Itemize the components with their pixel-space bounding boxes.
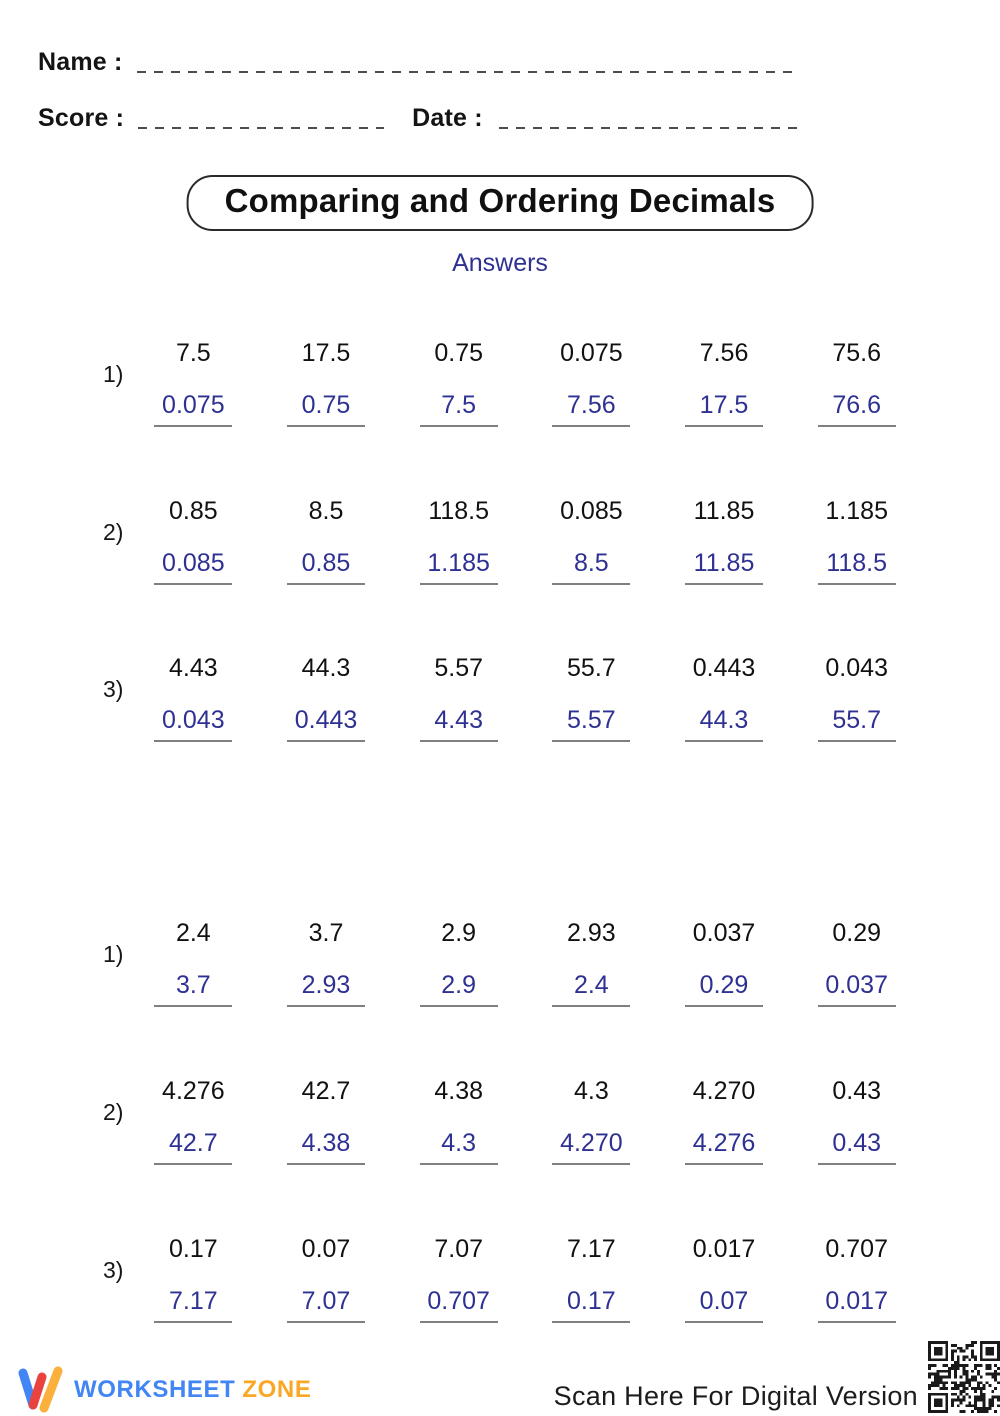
question-value: 0.075	[560, 339, 623, 367]
problem-cell	[790, 1076, 923, 1165]
question-value: 0.17	[169, 1235, 218, 1263]
problem-cell	[260, 496, 393, 585]
name-field-row	[38, 48, 800, 77]
problem-cell	[658, 1076, 791, 1165]
problem-row	[0, 918, 1000, 1028]
question-value: 4.3	[573, 1077, 609, 1105]
problem-cells	[127, 338, 923, 427]
question-value: 3.7	[308, 919, 344, 947]
problem-cell	[392, 918, 525, 1007]
problem-row	[0, 1076, 1000, 1186]
answer-wrap	[658, 1286, 791, 1323]
answer-wrap	[790, 548, 923, 585]
answer-wrap	[127, 1286, 260, 1323]
problem-cell	[127, 496, 260, 585]
problem-cell	[392, 1076, 525, 1165]
answer-value: 7.5	[420, 390, 498, 427]
answer-value: 4.43	[420, 705, 498, 742]
problem-cell	[392, 653, 525, 742]
problem-row	[0, 653, 1000, 763]
answer-wrap	[127, 970, 260, 1007]
question-value: 0.85	[169, 497, 218, 525]
problem-number-label: 3)	[103, 676, 124, 702]
date-label: Date :	[412, 104, 483, 132]
logo-wordmark	[74, 1376, 311, 1404]
question-value: 42.7	[301, 1077, 351, 1105]
score-label: Score :	[38, 104, 125, 132]
problem-cell	[127, 338, 260, 427]
problem-cell	[790, 1234, 923, 1323]
question-value: 7.07	[434, 1235, 484, 1263]
question-value: 0.043	[825, 654, 888, 682]
scan-here-text: Scan Here For Digital Version	[553, 1381, 918, 1411]
answer-value: 76.6	[818, 390, 896, 427]
answer-wrap	[260, 1286, 393, 1323]
answer-wrap	[658, 548, 791, 585]
problem-cells	[127, 918, 923, 1007]
question-value: 44.3	[301, 654, 351, 682]
answer-value: 0.07	[685, 1286, 763, 1323]
answer-wrap	[658, 705, 791, 742]
problem-row	[0, 496, 1000, 606]
answer-value: 0.17	[552, 1286, 630, 1323]
question-value: 4.276	[162, 1077, 225, 1105]
question-value: 11.85	[693, 497, 755, 525]
question-value: 75.6	[832, 339, 882, 367]
problem-row	[0, 338, 1000, 448]
question-value: 0.037	[692, 919, 756, 947]
question-value: 5.57	[434, 654, 484, 682]
answer-value: 4.276	[685, 1128, 763, 1165]
problem-cell	[525, 496, 658, 585]
problem-cell	[525, 338, 658, 427]
answer-wrap	[658, 970, 791, 1007]
problem-cells	[127, 1234, 923, 1323]
logo-text-worksheet: WORKSHEET	[74, 1376, 236, 1403]
answer-wrap	[790, 970, 923, 1007]
problem-number-label: 1)	[103, 361, 124, 387]
question-value: 7.56	[699, 339, 749, 367]
answer-value: 44.3	[685, 705, 763, 742]
problem-cell	[525, 918, 658, 1007]
answer-value: 0.85	[287, 548, 365, 585]
answer-value: 7.07	[287, 1286, 365, 1323]
answer-value: 5.57	[552, 705, 630, 742]
answer-value: 0.29	[685, 970, 763, 1007]
problem-cell	[392, 338, 525, 427]
problem-row	[0, 1234, 1000, 1344]
answer-wrap	[260, 970, 393, 1007]
question-value: 0.085	[560, 497, 623, 525]
question-value: 2.4	[175, 919, 211, 947]
answer-wrap	[260, 705, 393, 742]
answer-wrap	[392, 970, 525, 1007]
page-title: Comparing and Ordering Decimals	[187, 175, 814, 231]
problem-cell	[658, 1234, 791, 1323]
problem-cells	[127, 1076, 923, 1165]
answer-wrap	[525, 390, 658, 427]
problem-number-label: 2)	[103, 519, 124, 545]
question-value: 118.5	[428, 497, 490, 525]
answer-wrap	[392, 1128, 525, 1165]
problem-cell	[790, 338, 923, 427]
problem-cell	[658, 496, 791, 585]
answer-wrap	[392, 390, 525, 427]
answer-wrap	[392, 705, 525, 742]
problem-number-label: 3)	[103, 1257, 124, 1283]
answer-wrap	[260, 548, 393, 585]
problem-cell	[392, 1234, 525, 1323]
question-value: 0.07	[301, 1235, 351, 1263]
answer-value: 8.5	[552, 548, 630, 585]
name-label: Name :	[38, 48, 123, 76]
answer-value: 0.075	[154, 390, 232, 427]
problem-cell	[127, 918, 260, 1007]
question-value: 4.43	[169, 654, 218, 682]
question-value: 0.29	[832, 919, 882, 947]
answer-value: 2.4	[552, 970, 630, 1007]
answer-value: 0.43	[818, 1128, 896, 1165]
answer-wrap	[392, 1286, 525, 1323]
question-value: 1.185	[825, 497, 888, 525]
answer-value: 0.443	[287, 705, 365, 742]
answers-heading: Answers	[452, 249, 548, 277]
answer-wrap	[525, 548, 658, 585]
score-date-row	[38, 104, 800, 133]
answer-wrap	[525, 970, 658, 1007]
answer-value: 4.38	[287, 1128, 365, 1165]
answer-value: 118.5	[818, 548, 896, 585]
question-value: 0.707	[825, 1235, 888, 1263]
question-value: 2.9	[441, 919, 477, 947]
problem-cell	[260, 1234, 393, 1323]
answer-wrap	[658, 1128, 791, 1165]
worksheet-zone-logo	[16, 1366, 311, 1414]
question-value: 17.5	[301, 339, 351, 367]
answer-value: 2.9	[420, 970, 498, 1007]
answer-wrap	[790, 1286, 923, 1323]
problem-number-label: 1)	[103, 941, 124, 967]
answer-wrap	[127, 548, 260, 585]
problem-cell	[260, 338, 393, 427]
problem-cell	[260, 653, 393, 742]
logo-text-zone: ZONE	[242, 1376, 312, 1403]
answer-value: 0.085	[154, 548, 232, 585]
problem-cells	[127, 496, 923, 585]
problem-cell	[790, 496, 923, 585]
answer-wrap	[127, 705, 260, 742]
score-blank-line	[138, 127, 384, 129]
answer-value: 4.3	[420, 1128, 498, 1165]
question-value: 4.38	[434, 1077, 484, 1105]
answer-value: 0.017	[818, 1286, 896, 1323]
answer-wrap	[260, 390, 393, 427]
question-value: 7.5	[175, 339, 211, 367]
answer-wrap	[790, 390, 923, 427]
question-value: 2.93	[567, 919, 616, 947]
answer-wrap	[525, 705, 658, 742]
answer-value: 7.56	[552, 390, 630, 427]
problem-cell	[127, 1076, 260, 1165]
answer-wrap	[658, 390, 791, 427]
problem-cell	[260, 918, 393, 1007]
answer-value: 55.7	[818, 705, 896, 742]
problem-cell	[525, 1234, 658, 1323]
problem-cells	[127, 653, 923, 742]
problem-cell	[658, 338, 791, 427]
problem-cell	[260, 1076, 393, 1165]
problem-cell	[790, 653, 923, 742]
answer-value: 0.75	[287, 390, 365, 427]
qr-code	[928, 1341, 1000, 1413]
answer-wrap	[392, 548, 525, 585]
problem-cell	[658, 918, 791, 1007]
question-value: 7.17	[567, 1235, 616, 1263]
answer-wrap	[127, 1128, 260, 1165]
answer-value: 42.7	[154, 1128, 232, 1165]
question-value: 0.75	[434, 339, 484, 367]
name-blank-line	[137, 71, 800, 73]
answer-wrap	[790, 1128, 923, 1165]
question-value: 8.5	[308, 497, 344, 525]
question-value: 0.43	[832, 1077, 882, 1105]
answer-value: 1.185	[420, 548, 498, 585]
problem-cell	[392, 496, 525, 585]
date-blank-line	[499, 127, 800, 129]
problem-cell	[658, 653, 791, 742]
question-value: 0.443	[692, 654, 756, 682]
problem-cell	[525, 1076, 658, 1165]
question-value: 0.017	[692, 1235, 756, 1263]
problem-cell	[790, 918, 923, 1007]
answer-value: 2.93	[287, 970, 365, 1007]
question-value: 55.7	[567, 654, 616, 682]
answer-wrap	[260, 1128, 393, 1165]
problem-cell	[127, 653, 260, 742]
answer-wrap	[127, 390, 260, 427]
answer-value: 11.85	[685, 548, 763, 585]
answer-value: 3.7	[154, 970, 232, 1007]
answer-wrap	[525, 1128, 658, 1165]
answer-value: 17.5	[685, 390, 763, 427]
answer-wrap	[525, 1286, 658, 1323]
problem-cell	[525, 653, 658, 742]
answer-value: 4.270	[552, 1128, 630, 1165]
logo-w-icon	[16, 1366, 66, 1414]
answer-value: 0.037	[818, 970, 896, 1007]
question-value: 4.270	[692, 1077, 756, 1105]
problem-number-label: 2)	[103, 1099, 124, 1125]
answer-value: 0.043	[154, 705, 232, 742]
answer-value: 0.707	[420, 1286, 498, 1323]
answer-wrap	[790, 705, 923, 742]
answer-value: 7.17	[154, 1286, 232, 1323]
problem-cell	[127, 1234, 260, 1323]
